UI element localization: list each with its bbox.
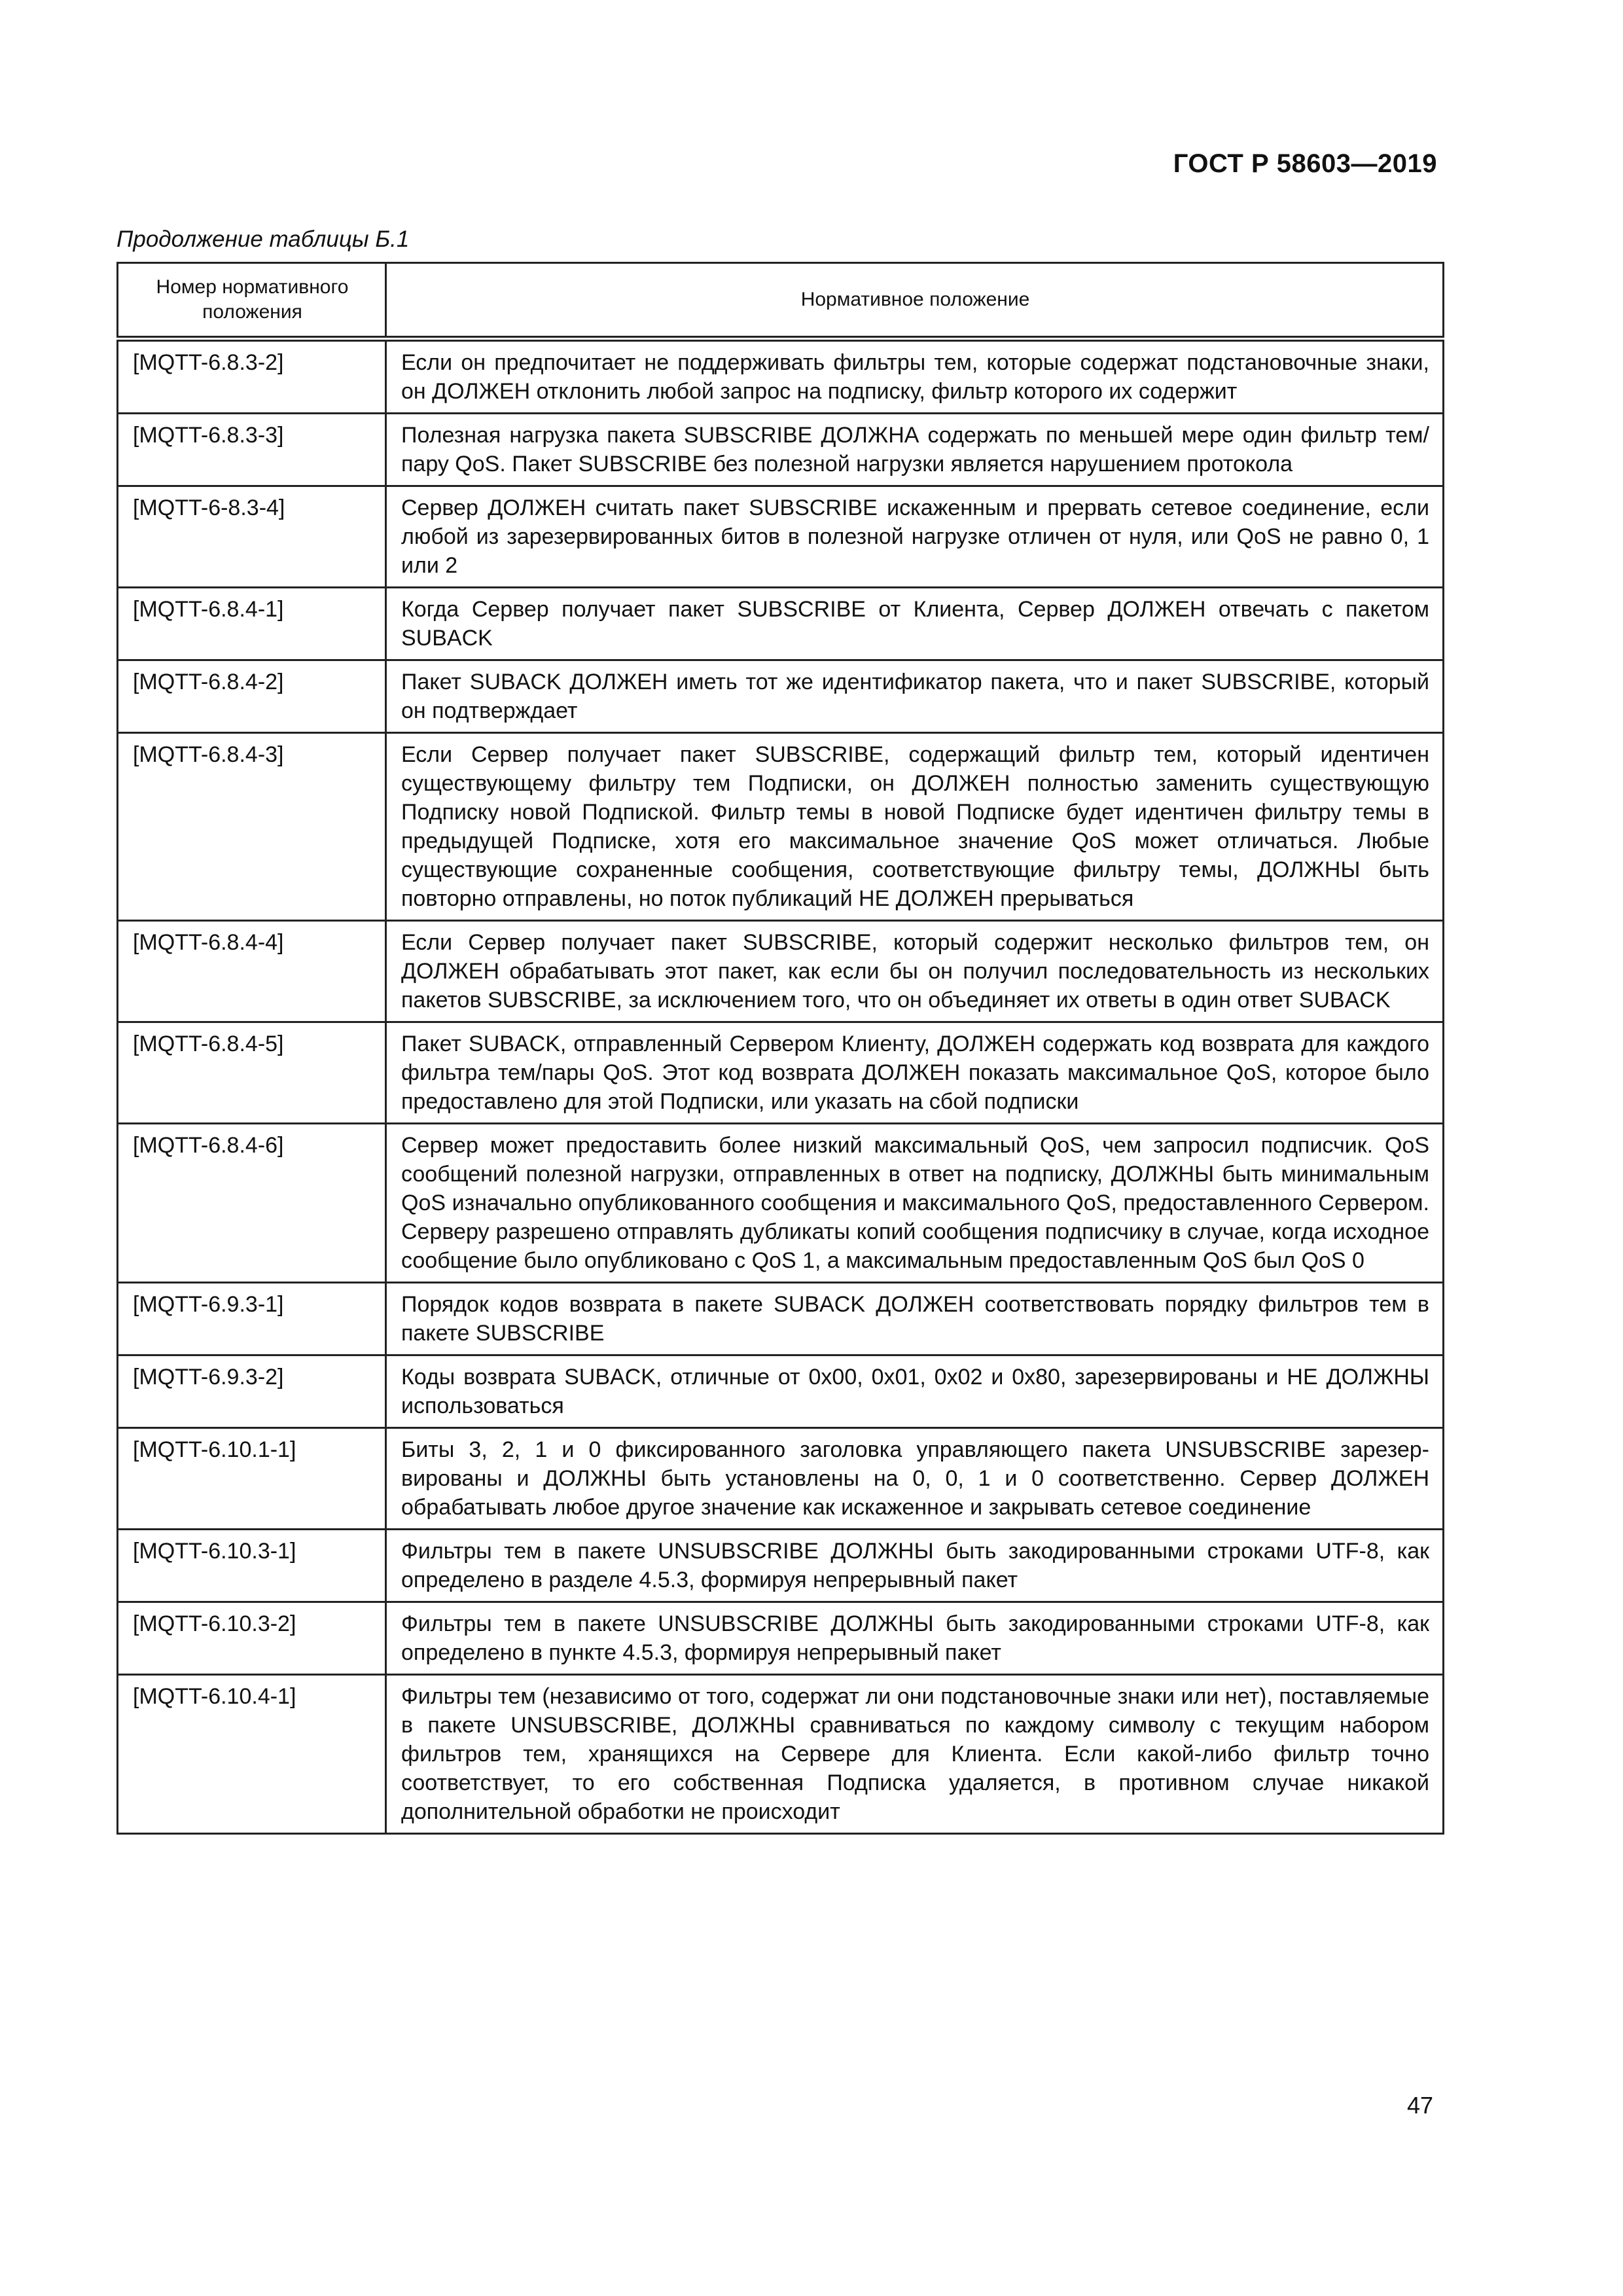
requirement-id: [MQTT-6.8.4-1] (118, 588, 386, 660)
table-row (118, 1428, 1444, 1530)
document-code: ГОСТ Р 58603—2019 (1173, 149, 1437, 178)
requirement-id: [MQTT-6.8.4-3] (118, 733, 386, 921)
requirement-id: [MQTT-6.8.4-6] (118, 1124, 386, 1283)
requirement-text: Сервер ДОЛЖЕН считать пакет SUBSCRIBE искаженным и прервать сетевое соединение, если любой из зарезервированных битов в полезной нагрузке отличен от нуля, или QoS не равно 0, 1 или 2 (386, 486, 1444, 588)
table-row (118, 414, 1444, 486)
requirement-id: [MQTT-6.8.4-2] (118, 660, 386, 733)
requirement-text: Пакет SUBACK ДОЛЖЕН иметь тот же идентификатор пакета, что и пакет SUBSCRIBE, который он подтверждает (386, 660, 1444, 733)
table-caption: Продолжение таблицы Б.1 (116, 226, 410, 252)
table-row (118, 1283, 1444, 1355)
table-header-row (118, 263, 1444, 339)
table-row (118, 660, 1444, 733)
requirement-text: Коды возврата SUBACK, отличные от 0x00, 0x01, 0x02 и 0x80, зарезервированы и НЕ ДОЛЖНЫ использоваться (386, 1355, 1444, 1428)
requirement-text: Порядок кодов возврата в пакете SUBACK ДОЛЖЕН соответствовать порядку фильтров тем в пакете SUBSCRIBE (386, 1283, 1444, 1355)
requirement-id: [MQTT-6-8.3-4] (118, 486, 386, 588)
requirement-text: Пакет SUBACK, отправленный Сервером Клиенту, ДОЛЖЕН содержать код возврата для каждого фильтра тем/пары QoS. Этот код возврата ДОЛЖЕН показать максимальное QoS, которое было предоставлено для этой Подписки, или указать на сбой подписки (386, 1022, 1444, 1124)
table-row (118, 1530, 1444, 1602)
requirement-id: [MQTT-6.9.3-2] (118, 1355, 386, 1428)
table-row (118, 1602, 1444, 1675)
requirement-text: Биты 3, 2, 1 и 0 фиксированного заголовка управляющего пакета UNSUBSCRIBE зарезервированы и ДОЛЖНЫ быть установлены на 0, 0, 1 и 0 соответственно. Сервер ДОЛЖЕН обрабатывать любое другое значение как искаженное и закрывать сетевое соединение (386, 1428, 1444, 1530)
requirement-text: Фильтры тем в пакете UNSUBSCRIBE ДОЛЖНЫ быть закодированными строками UTF-8, как определено в разделе 4.5.3, формируя непрерывный пакет (386, 1530, 1444, 1602)
requirement-text: Сервер может предоставить более низкий максимальный QoS, чем запросил подписчик. QoS сообщений полезной нагрузки, отправленных в ответ на подписку, ДОЛЖНЫ быть минимальным QoS изначально опубликованного сообщения и максимального QoS, предоставленного Сервером. Серверу разрешено отправлять дубликаты копий сообщения подписчику в случае, когда исходное сообщение было опубликовано с QoS 1, а максимальным предоставленным QoS был QoS 0 (386, 1124, 1444, 1283)
table-row (118, 733, 1444, 921)
requirement-id: [MQTT-6.8.4-5] (118, 1022, 386, 1124)
requirement-text: Фильтры тем (независимо от того, содержат ли они подстановочные знаки или нет), поставляемые в пакете UNSUBSCRIBE, ДОЛЖНЫ сравниваться по каждому символу с текущим набором фильтров тем, хранящихся на Сервере для Клиента. Если какой-либо фильтр точно соответствует, то его собственная Подписка удаляется, в противном случае никакой дополнительной обработки не происходит (386, 1675, 1444, 1834)
column-header-text: Нормативное положение (386, 263, 1444, 339)
table-row (118, 1675, 1444, 1834)
requirement-text: Полезная нагрузка пакета SUBSCRIBE ДОЛЖНА содержать по меньшей мере один фильтр тем/пару QoS. Пакет SUBSCRIBE без полезной нагрузки является нарушением протокола (386, 414, 1444, 486)
page-number: 47 (1406, 2092, 1433, 2119)
table-row (118, 1022, 1444, 1124)
requirement-text: Когда Сервер получает пакет SUBSCRIBE от Клиента, Сервер ДОЛЖЕН отвечать с пакетом SUBACK (386, 588, 1444, 660)
requirement-id: [MQTT-6.10.3-1] (118, 1530, 386, 1602)
table-row (118, 1355, 1444, 1428)
column-header-id: Номер нормативного положения (118, 263, 386, 339)
requirement-id: [MQTT-6.10.1-1] (118, 1428, 386, 1530)
requirement-id: [MQTT-6.9.3-1] (118, 1283, 386, 1355)
requirement-id: [MQTT-6.10.4-1] (118, 1675, 386, 1834)
requirements-table (116, 262, 1444, 1835)
requirement-text: Если Сервер получает пакет SUBSCRIBE, содержащий фильтр тем, который идентичен существующему фильтру тем Подписки, он ДОЛЖЕН полностью заменить существующую Подписку новой Подпиской. Фильтр темы в новой Подписке будет идентичен фильтру темы в предыдущей Подписке, хотя его максимальное значение QoS может отличаться. Любые существующие сохраненные сообщения, соответствующие фильтру темы, ДОЛЖНЫ быть повторно отправлены, но поток публикаций НЕ ДОЛЖЕН прерываться (386, 733, 1444, 921)
requirement-text: Если Сервер получает пакет SUBSCRIBE, который содержит несколько фильтров тем, он ДОЛЖЕН обрабатывать этот пакет, как если бы он получил последовательность из нескольких пакетов SUBSCRIBE, за исключением того, что он объединяет их ответы в один ответ SUBACK (386, 921, 1444, 1022)
table-row (118, 921, 1444, 1022)
table-row (118, 1124, 1444, 1283)
requirement-id: [MQTT-6.8.4-4] (118, 921, 386, 1022)
table-row (118, 588, 1444, 660)
requirement-id: [MQTT-6.10.3-2] (118, 1602, 386, 1675)
requirement-text: Если он предпочитает не поддерживать фильтры тем, которые содержат подстановочные знаки, он ДОЛЖЕН отклонить любой запрос на подписку, фильтр которого их содержит (386, 339, 1444, 414)
requirement-id: [MQTT-6.8.3-2] (118, 339, 386, 414)
table-row (118, 339, 1444, 414)
requirement-text: Фильтры тем в пакете UNSUBSCRIBE ДОЛЖНЫ быть закодированными строками UTF-8, как определено в пункте 4.5.3, формируя непрерывный пакет (386, 1602, 1444, 1675)
requirement-id: [MQTT-6.8.3-3] (118, 414, 386, 486)
table-row (118, 486, 1444, 588)
